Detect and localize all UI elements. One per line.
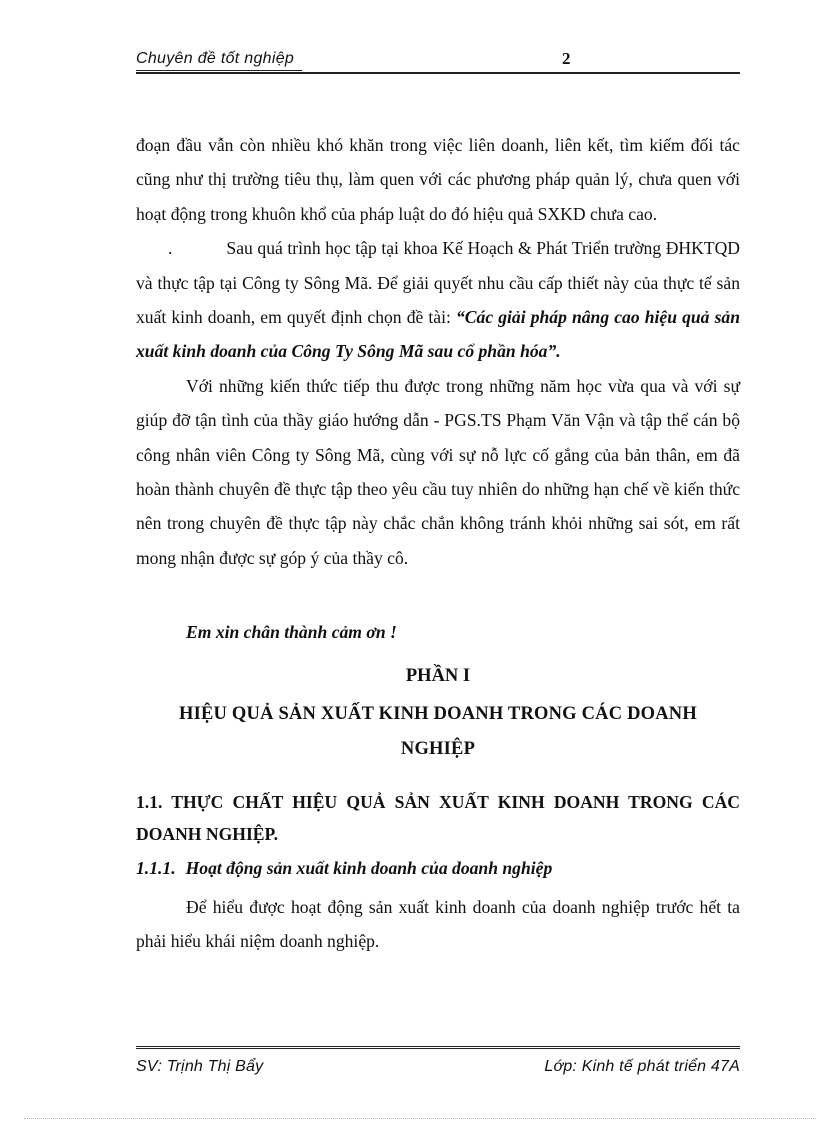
subsection-heading: Hoạt động sản xuất kinh doanh của doanh nghiệp (185, 858, 553, 878)
part-label: PHẦN I (405, 666, 471, 686)
part-heading: HIỆU QUẢ SẢN XUẤT KINH DOANH TRONG CÁC DOANH NGHIỆP (179, 704, 697, 759)
page-footer (136, 1046, 740, 1085)
paragraph-dot: . (168, 238, 173, 259)
title-underline (136, 70, 302, 71)
student-name: SV: Trịnh Thị Bẩy (136, 1058, 264, 1075)
paragraph-topic (136, 231, 740, 369)
document-title: Chuyên đề tốt nghiệp (136, 50, 295, 67)
paragraph-topic-text: Sau quá trình học tập tại khoa Kế Hoạch & Phát Triển trường ĐHKTQD và thực tập tại Công ty Sông Mã. Để giải quyết nhu cầu cấp thiết này của thực tế sản xuất kinh doanh, em quyết định chọn đề tài: (136, 238, 740, 328)
body-text (136, 128, 740, 575)
subsection-title (136, 858, 552, 879)
paragraph-acknowledgement: Với những kiến thức tiếp thu được trong những năm học vừa qua và với sự giúp đỡ tận tình của thầy giáo hướng dẫn - PGS.TS Phạm Văn Vận và tập thể cán bộ công nhân viên Công ty Sông Mã, cùng với sự nỗ lực cố gắng của bản thân, em đã hoàn thành chuyên đề thực tập theo yêu cầu tuy nhiên do những hạn chế về kiến thức nên trong chuyên đề thực tập này chắc chắn không tránh khỏi những sai sót, em rất mong nhận được sự góp ý của thầy cô. (136, 375, 740, 568)
paragraph-definition: Để hiểu được hoạt động sản xuất kinh doanh của doanh nghiệp trước hết ta phải hiểu khái niệm doanh nghiệp. (136, 897, 740, 952)
page-header (136, 48, 740, 74)
subsection-body (136, 890, 740, 959)
page-bottom-rule (24, 1118, 816, 1119)
thanks-line: Em xin chân thành cảm ơn ! (186, 622, 397, 642)
thesis-topic: “Các giải pháp nâng cao hiệu quả sản xuất kinh doanh của Công Ty Sông Mã sau cổ phần hóa”. (136, 307, 740, 362)
paragraph-continuation: đoạn đầu vẫn còn nhiều khó khăn trong việc liên doanh, liên kết, tìm kiếm đối tác cũng như thị trường tiêu thụ, làm quen với các phương pháp quản lý, chưa quen với hoạt động trong khuôn khổ của pháp luật do đó hiệu quả SXKD chưa cao. (136, 135, 740, 224)
section-title: 1.1. THỰC CHẤT HIỆU QUẢ SẢN XUẤT KINH DOANH TRONG CÁC DOANH NGHIỆP. (136, 792, 740, 844)
subsection-number: 1.1.1. (136, 858, 176, 878)
page-number: 2 (562, 49, 571, 68)
class-name: Lớp: Kinh tế phát triển 47A (544, 1058, 740, 1075)
